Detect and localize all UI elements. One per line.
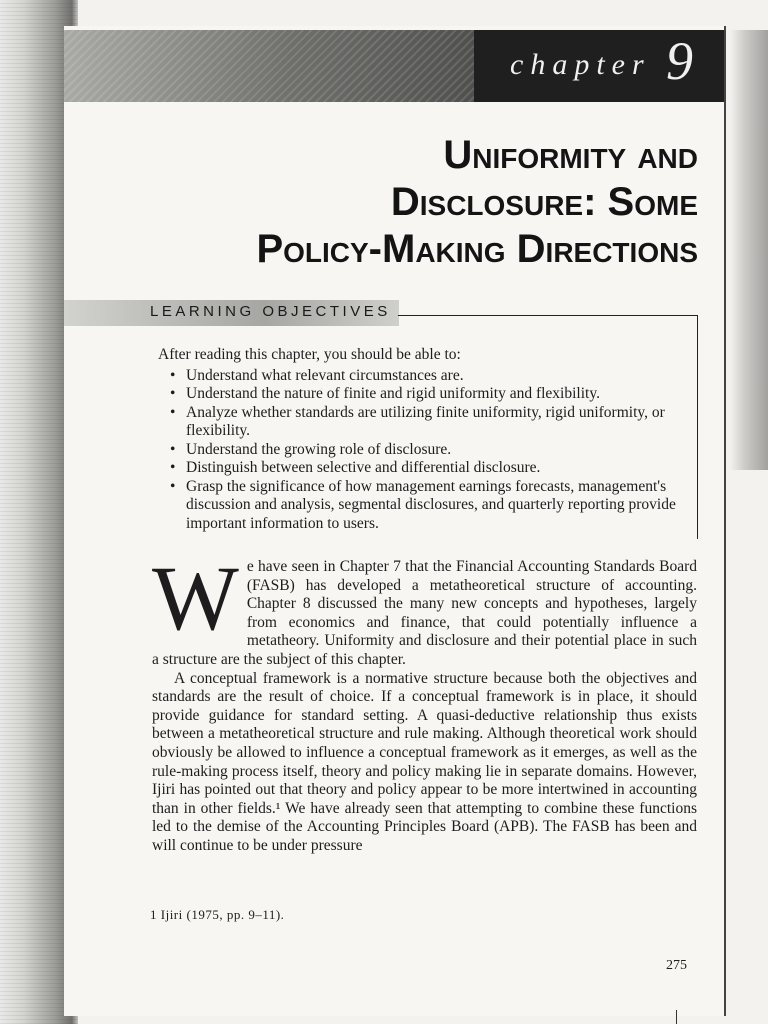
objectives-box: [158, 346, 688, 533]
paragraph-2: A conceptual framework is a normative structure because both the objectives and standards are the result of choice. If a conceptual framework is in place, it should provide guidance for standard setting. A quasi-deductive relationship thus exists between a metatheoretical structure and rule making. Although theoretical work should obviously be allowed to influence a conceptual framework as it emerges, as well as the rule-making process itself, theory and policy making lie in separate domains. However, Ijiri has pointed out that theory and policy appear to be more intertwined in accounting than in other fields.¹ We have already seen that attempting to combine these functions led to the demise of the Accounting Principles Board (APB). The FASB has been and will continue to be under pressure: [152, 669, 697, 854]
objectives-list: [158, 367, 688, 534]
drop-cap: W: [152, 547, 239, 649]
scan-edge-shadow: [730, 30, 768, 470]
objectives-rule-vertical: [697, 315, 698, 539]
objective-item: • Distinguish between selective and differential disclosure.: [186, 459, 688, 478]
header-decoration: [64, 30, 474, 102]
scan-mark: [676, 1010, 677, 1024]
footnote: 1 Ijiri (1975, pp. 9–11).: [150, 907, 285, 922]
objectives-intro: After reading this chapter, you should be able to:: [158, 346, 461, 363]
objectives-rule: [398, 315, 698, 316]
chapter-title: [138, 132, 698, 273]
title-line-2: Disclosure: Some: [390, 180, 698, 224]
objective-item: • Grasp the significance of how management earnings forecasts, management's discussion and analysis, segmental disclosures, and quarterly reporting provide important information to users.: [186, 478, 688, 534]
objectives-heading: LEARNING OBJECTIVES: [150, 303, 391, 320]
objective-item: • Understand what relevant circumstances are.: [186, 367, 688, 386]
paragraph-1: e have seen in Chapter 7 that the Financial Accounting Standards Board (FASB) has developed a metatheoretical structure of accounting. Chapter 8 discussed the many new concepts and hypotheses, largely from economics and finance, that could potentially influence a metatheory. Uniformity and disclosure and their potential place in such a structure are the subject of this chapter.: [152, 558, 697, 668]
chapter-word: chapter: [510, 48, 651, 81]
title-line-3: Policy-Making Directions: [256, 227, 698, 271]
objective-item: • Understand the nature of finite and rigid uniformity and flexibility.: [186, 385, 688, 404]
objective-item: • Analyze whether standards are utilizing finite uniformity, rigid uniformity, or flexibility.: [186, 404, 688, 441]
chapter-number: 9: [666, 31, 693, 91]
page-number: 275: [666, 958, 687, 973]
chapter-body: [152, 547, 697, 856]
chapter-label: [474, 30, 724, 102]
title-line-1: Uniformity and: [443, 133, 698, 177]
objective-item: • Understand the growing role of disclosure.: [186, 441, 688, 460]
